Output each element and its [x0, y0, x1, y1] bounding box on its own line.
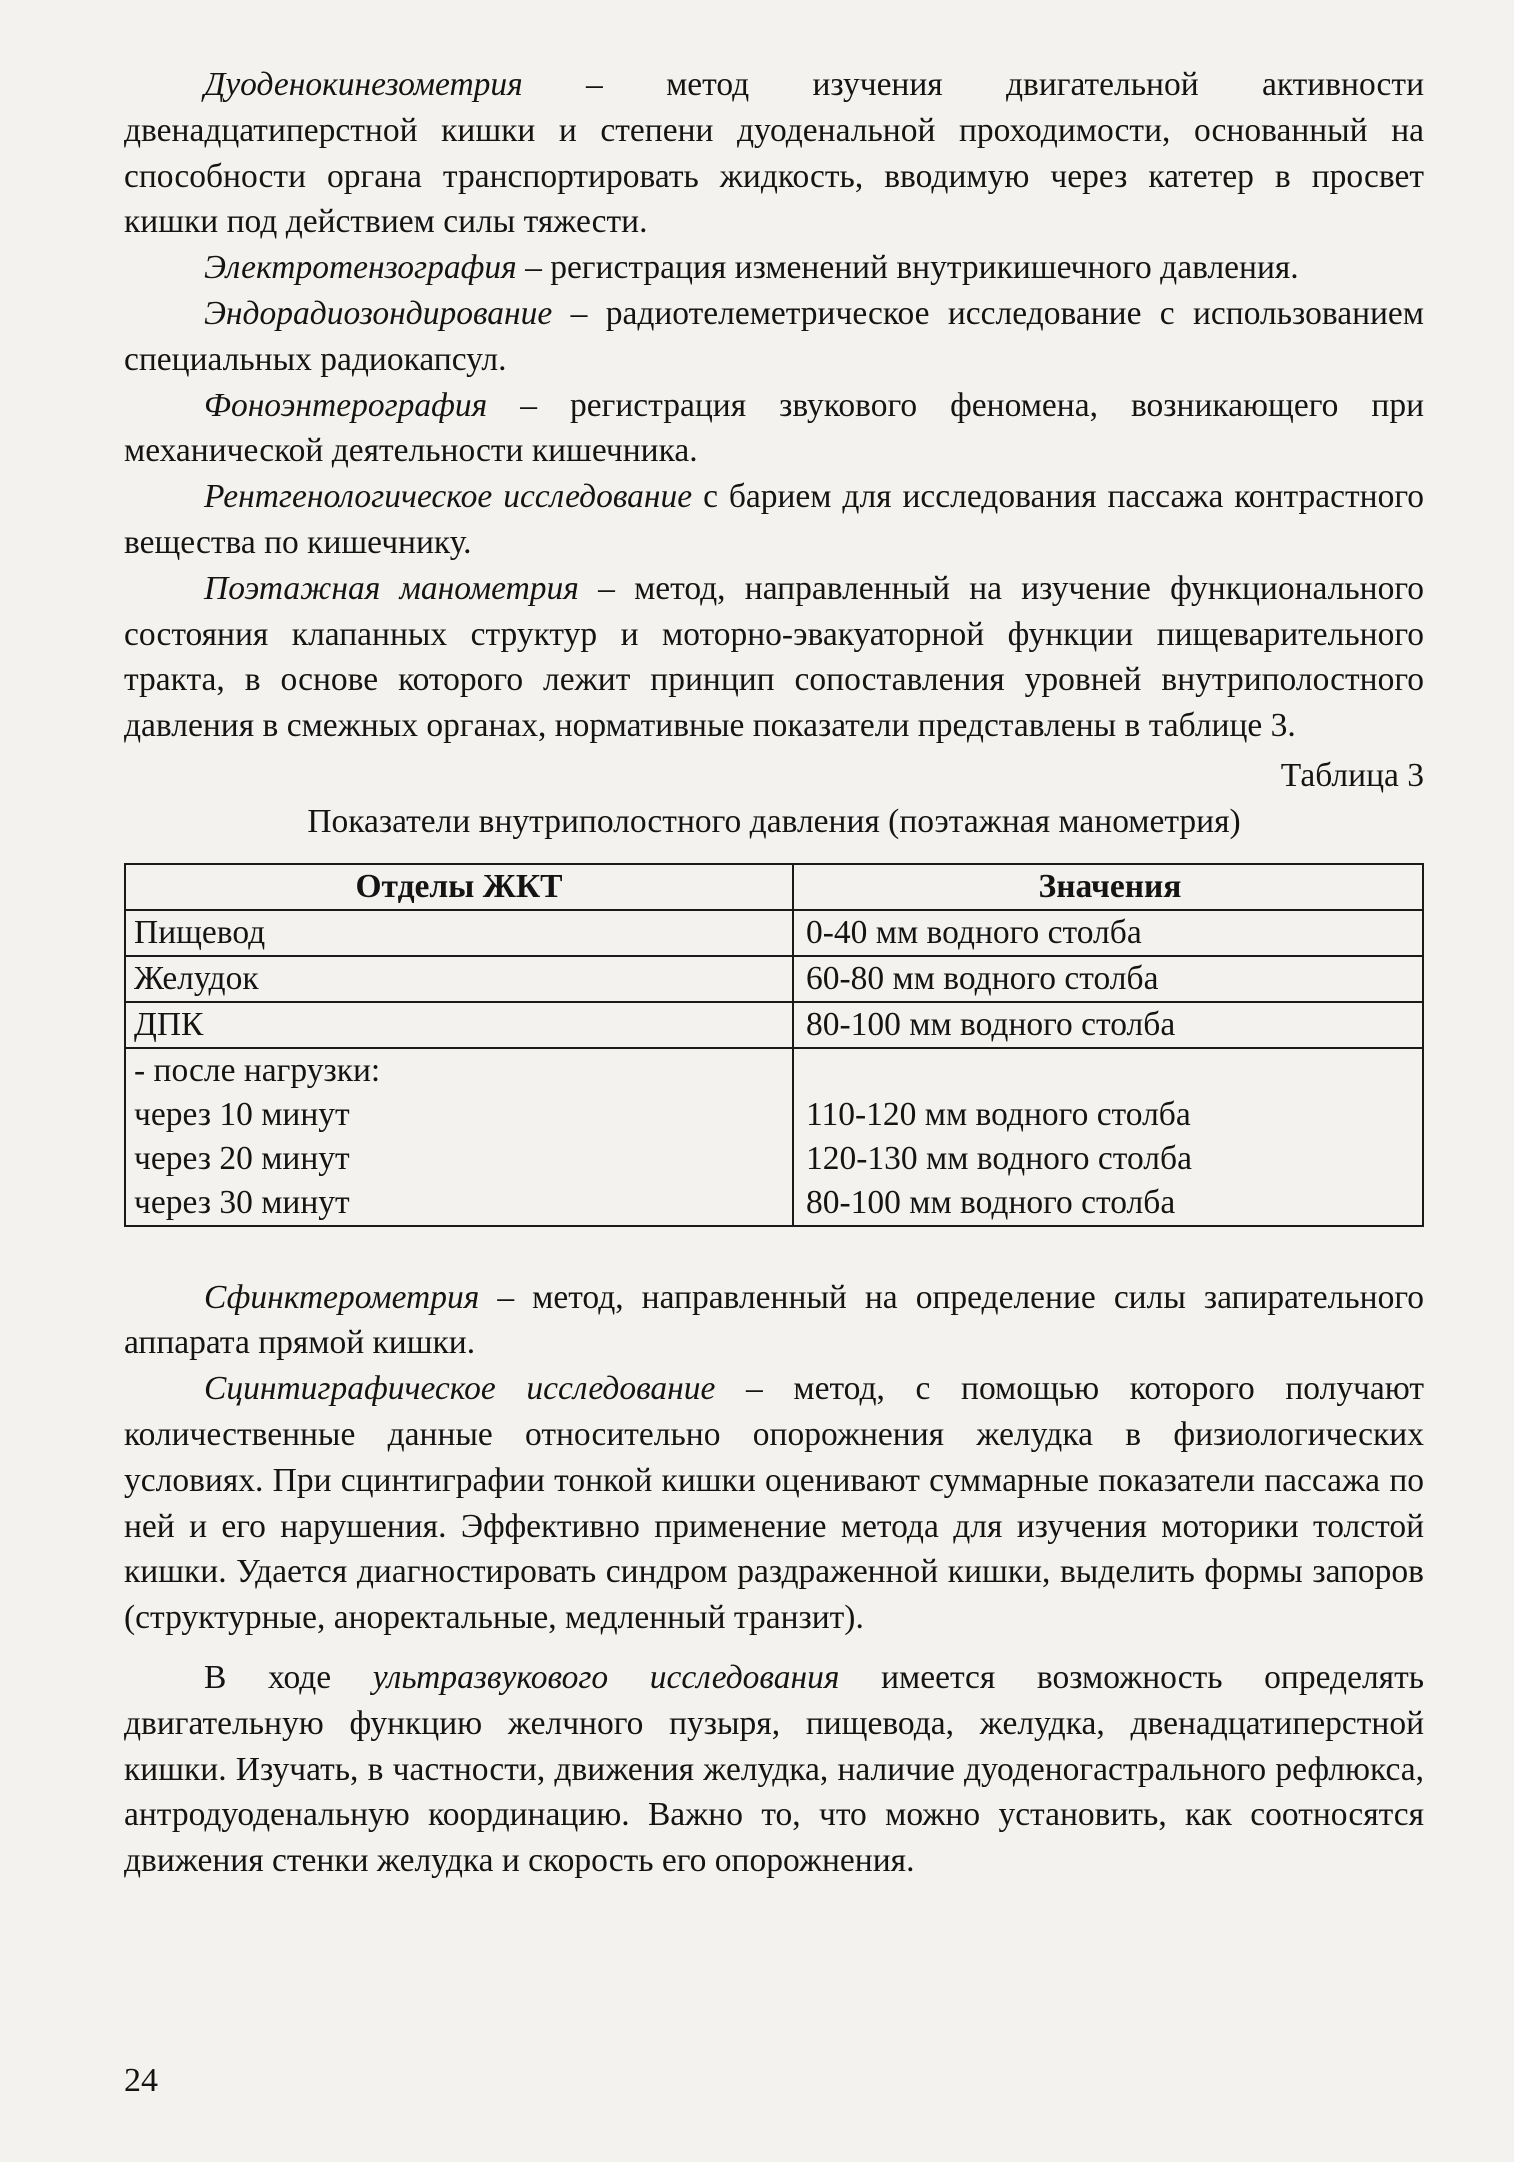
- term: ультразвукового исследования: [372, 1658, 840, 1696]
- term: Поэтажная манометрия: [204, 569, 579, 607]
- pressure-table: [124, 863, 1424, 1227]
- paragraph-duodenokinezometry: Дуоденокинезометрия – метод изучения двигательной активности двенадцатиперстной кишки и степени дуоденальной проходимости, основанный на способности органа транспортировать жидкость, вводимую через катетер в просвет кишки под действием силы тяжести.: [124, 66, 1424, 241]
- table-row: Желудок 60-80 мм водного столба: [125, 956, 1423, 1002]
- header-values: Значения: [793, 864, 1423, 910]
- term: Дуоденокинезометрия: [204, 66, 523, 103]
- table-row-after-load: - после нагрузки: через 10 минут через 20 минут через 30 минут 110-120 мм водного столба 120-130 мм водного столба 80-100 мм водного столба: [125, 1048, 1423, 1226]
- table-header-row: [125, 864, 1423, 910]
- after-load-label: - после нагрузки:: [134, 1051, 381, 1089]
- term: Фоноэнтерография: [204, 386, 488, 424]
- paragraph-electrotensography: Электротензография – регистрация изменений внутрикишечного давления.: [204, 249, 1299, 287]
- after-table-text: [124, 1275, 1424, 1884]
- header-sections: Отделы ЖКТ: [125, 864, 793, 910]
- table-title: Показатели внутриполостного давления (поэтажная манометрия): [307, 802, 1241, 840]
- paragraph-ultrasound: В ходе ультразвукового исследования имеется возможность определять двигательную функцию желчного пузыря, пищевода, желудка, двенадцатиперстной кишки. Изучать, в частности, движения желудка, наличие дуоденогастрального рефлюкса, антродуоденальную координацию. Важно то, что можно установить, как соотносятся движения стенки желудка и скорость его опорожнения.: [124, 1658, 1424, 1880]
- term: Сфинктерометрия: [204, 1278, 480, 1316]
- table-number: Таблица 3: [1280, 756, 1424, 794]
- table-row: Пищевод 0-40 мм водного столба: [125, 910, 1423, 956]
- term: Сцинтиграфическое исследование: [204, 1370, 716, 1408]
- table-row: ДПК 80-100 мм водного столба: [125, 1002, 1423, 1048]
- page-content: [124, 62, 1424, 1884]
- paragraph-phonoenterography: Фоноэнтерография – регистрация звукового феномена, возникающего при механической деятельности кишечника.: [124, 386, 1424, 470]
- page-number: 24: [124, 2062, 158, 2099]
- paragraph-manometry: Поэтажная манометрия – метод, направленный на изучение функционального состояния клапанных структур и моторно-эвакуаторной функции пищеварительного тракта, в основе которого лежит принцип сопоставления уровней внутриполостного давления в смежных органах, нормативные показатели представлены в таблице 3.: [124, 569, 1424, 745]
- paragraph-xray: Рентгенологическое исследование с барием для исследования пассажа контрастного вещества по кишечнику.: [124, 478, 1424, 561]
- paragraph-scintigraphy: Сцинтиграфическое исследование – метод, с помощью которого получают количественные данные относительно опорожнения желудка в физиологических условиях. При сцинтиграфии тонкой кишки оценивают суммарные показатели пассажа по ней и его нарушения. Эффективно применение метода для изучения моторики толстой кишки. Удается диагностировать синдром раздраженной кишки, выделить формы запоров (структурные, аноректальные, медленный транзит).: [124, 1370, 1425, 1637]
- term: Электротензография: [204, 249, 517, 287]
- term: Эндорадиозондирование: [204, 294, 553, 332]
- paragraph-sphincterometry: Сфинктерометрия – метод, направленный на определение силы запирательного аппарата прямой кишки.: [124, 1278, 1424, 1362]
- term: Рентгенологическое исследование: [204, 478, 693, 516]
- paragraph-endoradiosounding: Эндорадиозондирование – радиотелеметрическое исследование с использованием специальных радиокапсул.: [124, 294, 1424, 378]
